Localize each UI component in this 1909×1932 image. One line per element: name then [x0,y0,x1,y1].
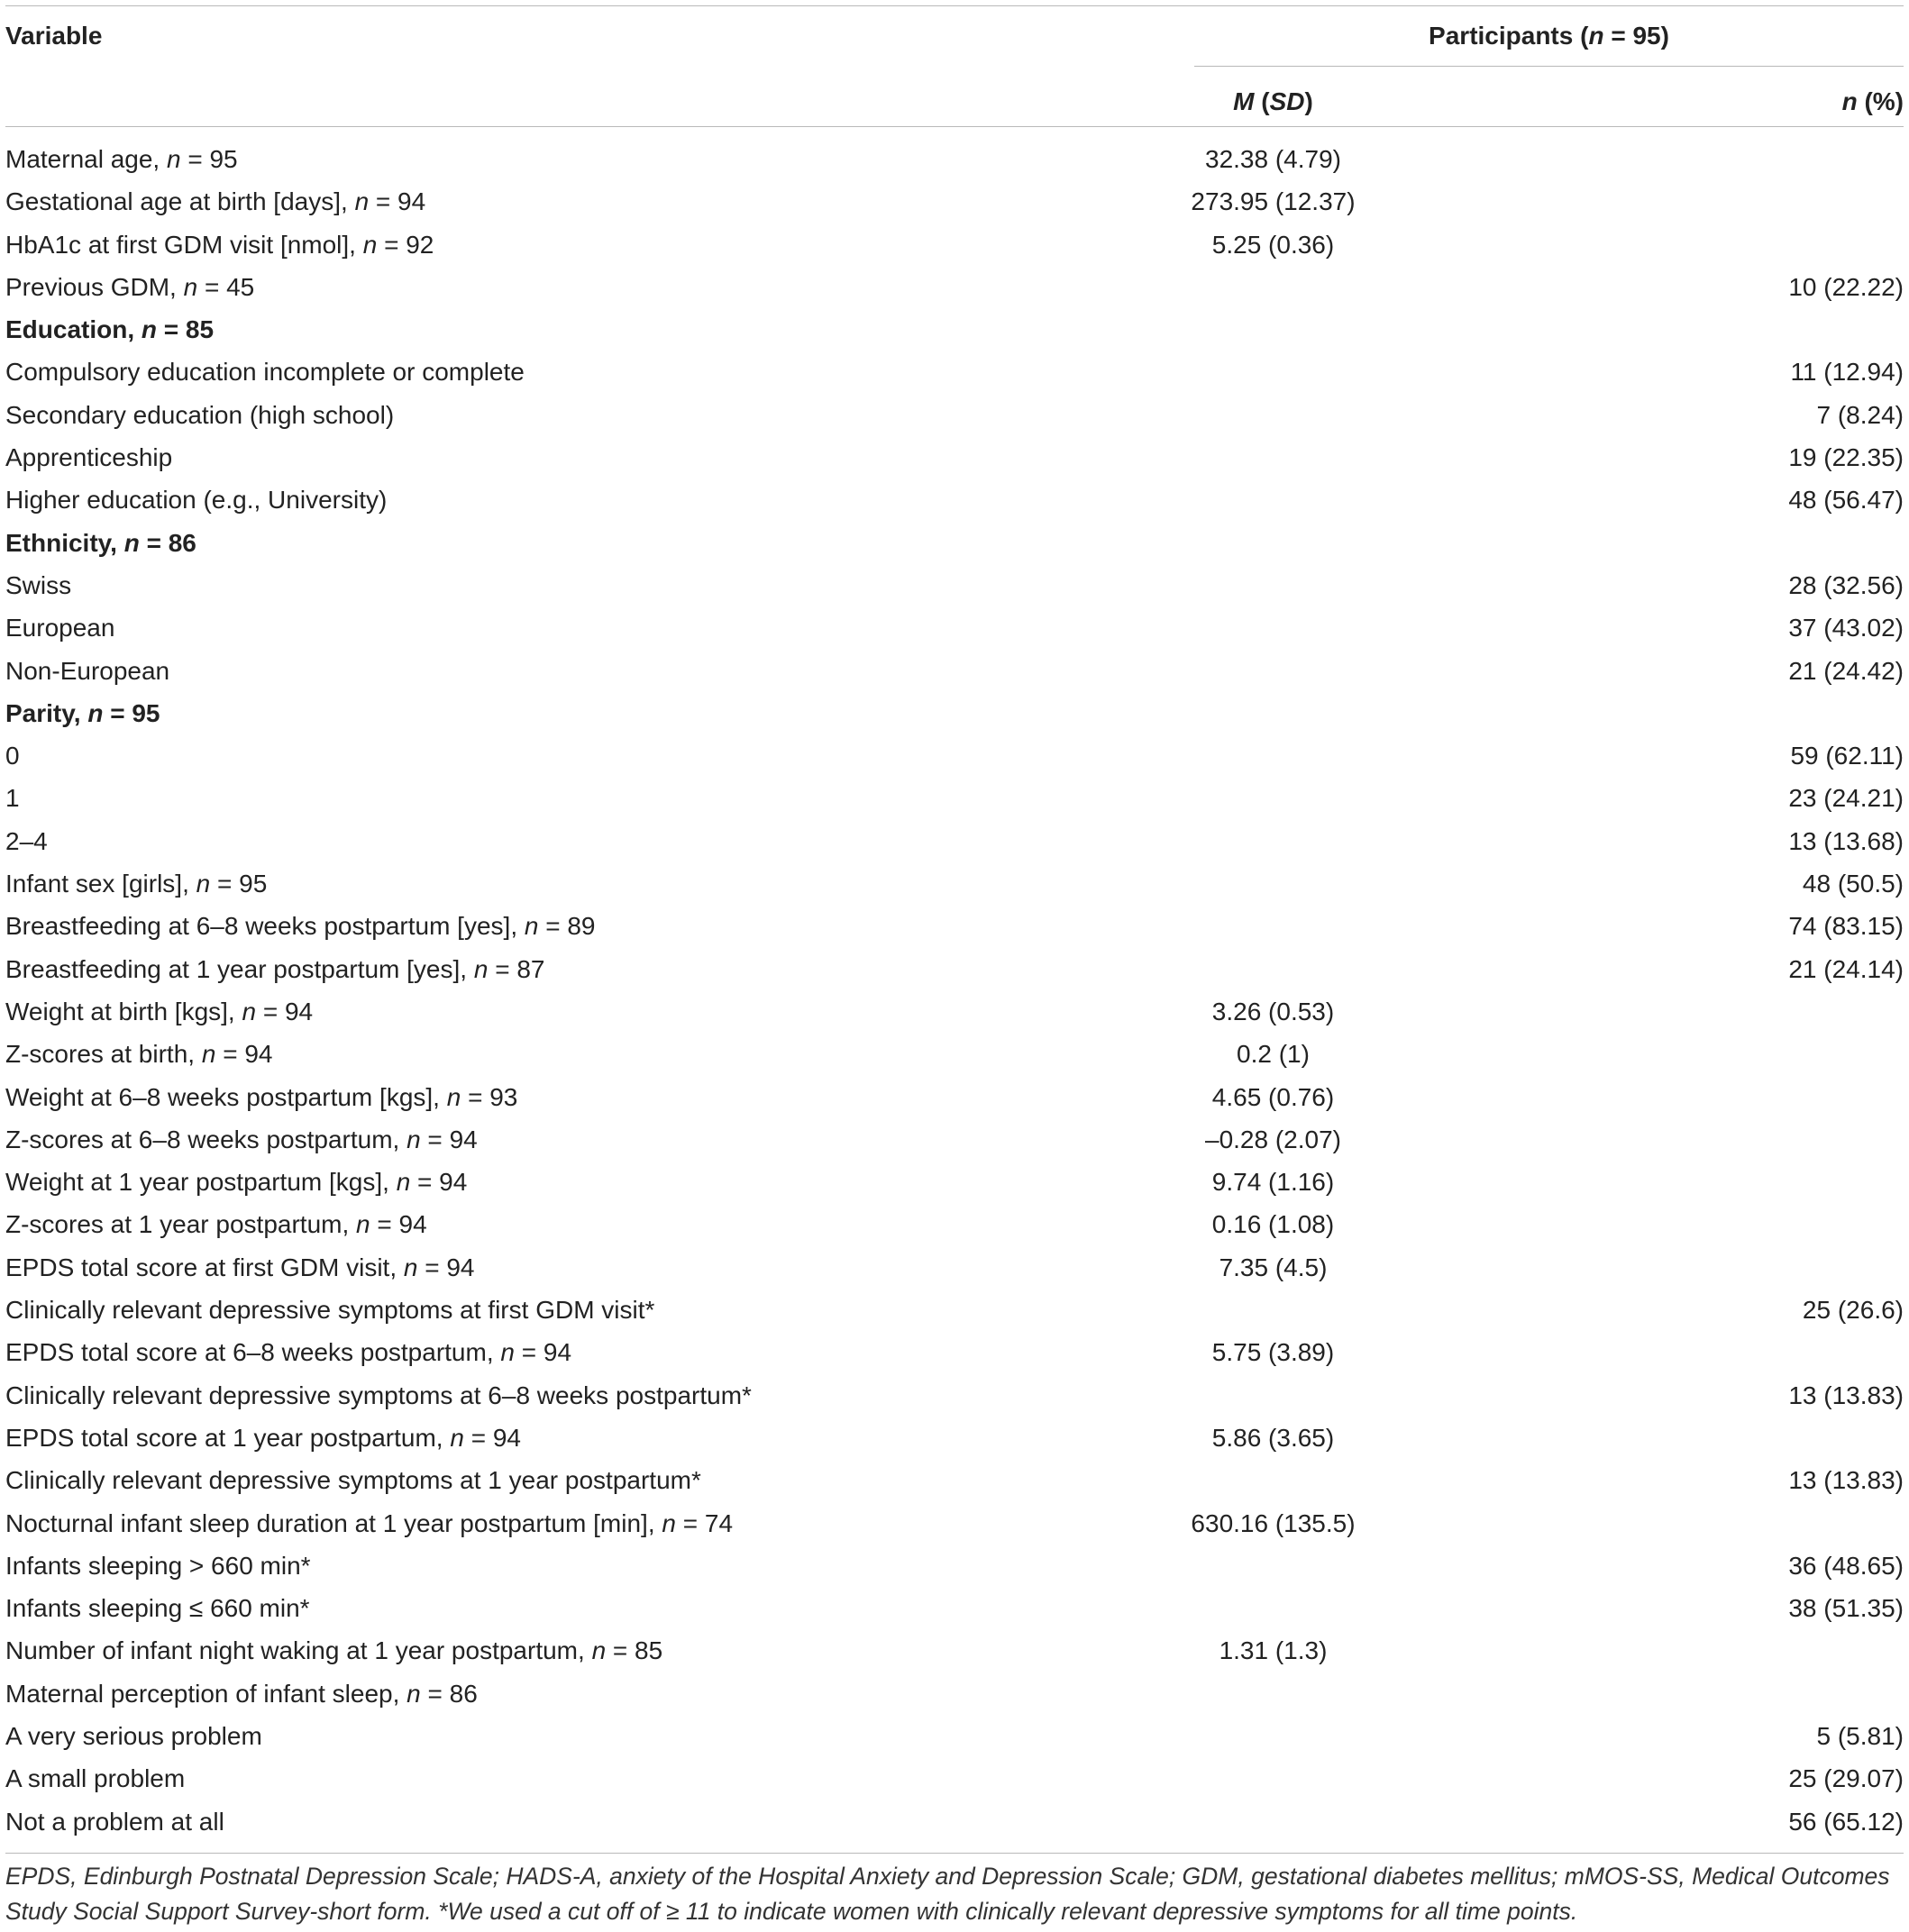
variable-sample-size: = 94 [463,1423,521,1452]
table-section-row [0,525,1909,568]
table-row [0,1804,1909,1846]
variable-cell [5,397,394,433]
table-footnote: EPDS, Edinburgh Postnatal Depression Scale; HADS-A, anxiety of the Hospital Anxiety and Depression Scale; GDM, gestational diabetes mellitus; mMOS-SS, Medical Outcomes Study Social Support Survey-short form. *We used a cut off of ≥ 11 to indicate women with clinically relevant depressive symptoms for all time points. [5,1863,1890,1925]
column-header-participants [1194,18,1904,54]
variable-sample-n: n [242,997,257,1025]
variable-cell [5,1506,733,1542]
variable-label: Previous GDM, [5,272,184,301]
variable-label: Infants sleeping > 660 min* [5,1551,311,1580]
variable-sample-size: = 74 [675,1508,734,1537]
variable-cell [5,1548,311,1584]
variable-sample-n: n [406,1679,421,1708]
n-percent-cell: 25 (26.6) [1802,1296,1904,1325]
variable-cell [5,354,525,390]
variable-cell [5,1590,310,1627]
table-row [0,1036,1909,1079]
mean-sd-cell: 9.74 (1.16) [1211,1168,1335,1197]
table-row [0,866,1909,908]
table-row [0,184,1909,226]
variable-cell [5,568,71,604]
mean-sd-cell: 5.75 (3.89) [1211,1338,1335,1367]
variable-cell [5,227,434,263]
table-row [0,1548,1909,1590]
n-percent-cell: 13 (13.68) [1788,826,1904,855]
table-row [0,397,1909,440]
variable-label: A small problem [5,1764,186,1793]
variable-sample-n: n [591,1636,607,1665]
n-percent-cell: 25 (29.07) [1788,1764,1904,1793]
variable-cell [5,653,169,689]
variable-sample-size: = 94 [417,1253,475,1281]
variable-label: Secondary education (high school) [5,400,395,429]
variable-sample-n: n [662,1508,676,1537]
variable-label: Weight at birth [kgs], [5,997,242,1025]
variable-cell [5,866,267,902]
variable-cell [5,440,172,476]
variable-sample-size: = 94 [256,997,314,1025]
mean-sd-cell: 273.95 (12.37) [1191,187,1356,216]
variable-sample-size: = 95 [180,145,238,173]
mean-sd-cell: 7.35 (4.5) [1219,1253,1328,1281]
table-row [0,1164,1909,1207]
table-row [0,482,1909,524]
header-m: M [1233,87,1255,115]
variable-label: Number of infant night waking at 1 year postpartum, [5,1636,592,1665]
variable-label: Gestational age at birth [days], [5,187,355,216]
table-section-row [0,312,1909,354]
variable-cell [5,610,114,646]
variable-sample-n: n [396,1168,411,1197]
variable-cell [5,525,196,561]
table-row [0,269,1909,312]
variable-sample-size: = 94 [410,1168,468,1197]
variable-label: European [5,614,115,642]
table-row [0,1676,1909,1718]
variable-cell [5,1207,427,1243]
variable-label: EPDS total score at first GDM visit, [5,1253,404,1281]
variable-sample-n: n [500,1338,515,1367]
variable-label: EPDS total score at 1 year postpartum, [5,1423,451,1452]
variable-sample-size: = 95 [103,698,160,727]
table-row [0,1420,1909,1463]
variable-label: Clinically relevant depressive symptoms at 1 year postpartum* [5,1466,701,1495]
variable-label: HbA1c at first GDM visit [nmol], [5,230,363,259]
n-percent-cell: 19 (22.35) [1788,443,1904,472]
table-body [0,141,1909,1846]
variable-label: Apprenticeship [5,443,173,472]
variable-cell [5,1804,224,1840]
table-row [0,653,1909,696]
header-bottom-rule [5,126,1904,127]
table-row [0,1122,1909,1164]
variable-sample-size: = 92 [377,230,434,259]
participants-n: n [1588,22,1604,50]
variable-cell [5,1250,475,1286]
variable-sample-size: = 45 [197,272,255,301]
variable-cell [5,312,214,348]
mean-sd-cell: 0.16 (1.08) [1211,1210,1335,1239]
variable-sample-size: = 94 [215,1040,273,1069]
variable-cell [5,1122,478,1158]
variable-cell [5,1292,654,1328]
variable-cell [5,269,254,305]
n-percent-cell: 56 (65.12) [1788,1807,1904,1836]
variable-sample-n: n [354,187,370,216]
mean-sd-cell: 5.25 (0.36) [1211,230,1335,259]
variable-cell [5,1761,185,1797]
n-percent-cell: 38 (51.35) [1788,1594,1904,1623]
variable-label: 1 [5,784,20,813]
table-row [0,568,1909,610]
mean-sd-cell: 4.65 (0.76) [1211,1082,1335,1111]
variable-sample-n: n [473,954,489,983]
variable-cell [5,696,160,732]
mean-sd-cell: 630.16 (135.5) [1191,1508,1356,1537]
variable-cell [5,824,48,860]
variable-sample-n: n [87,698,104,727]
n-percent-cell: 37 (43.02) [1788,614,1904,642]
variable-label: Higher education (e.g., University) [5,486,388,515]
variable-label: EPDS total score at 6–8 weeks postpartum, [5,1338,501,1367]
variable-label: Weight at 1 year postpartum [kgs], [5,1168,397,1197]
mean-sd-cell: 32.38 (4.79) [1205,145,1341,173]
variable-sample-n: n [356,1210,370,1239]
n-percent-cell: 74 (83.15) [1788,912,1904,941]
header-n: n [1841,87,1858,115]
variable-sample-n: n [141,315,158,344]
variable-cell [5,1633,662,1669]
mean-sd-cell: 1.31 (1.3) [1219,1636,1328,1665]
variable-label: Maternal perception of infant sleep, [5,1679,407,1708]
variable-sample-n: n [403,1253,418,1281]
variable-label: Infant sex [girls], [5,870,196,898]
variable-sample-size: = 85 [606,1636,663,1665]
variable-label: A very serious problem [5,1721,262,1750]
variable-cell [5,738,20,774]
variable-cell [5,1378,752,1414]
variable-label: Infants sleeping ≤ 660 min* [5,1594,310,1623]
n-percent-cell: 48 (56.47) [1788,486,1904,515]
column-header-mean-sd: M (SD) [1233,87,1313,115]
variable-label: Education, [5,315,142,344]
table-row [0,1080,1909,1122]
variable-cell [5,1036,272,1072]
variable-sample-n: n [446,1082,461,1111]
table-row [0,610,1909,652]
variable-label: Nocturnal infant sleep duration at 1 year postpartum [min], [5,1508,662,1537]
mean-sd-cell: 5.86 (3.65) [1211,1423,1335,1452]
n-percent-cell: 10 (22.22) [1788,272,1904,301]
variable-label: Compulsory education incomplete or complete [5,358,525,387]
table-row [0,1633,1909,1675]
variable-cell [5,1420,521,1456]
variable-label: 0 [5,742,20,770]
table-section-row [0,696,1909,738]
variable-cell [5,908,596,944]
variable-cell [5,1718,262,1754]
table-row [0,824,1909,866]
variable-label: Z-scores at birth, [5,1040,202,1069]
variable-cell [5,1164,467,1200]
table-row [0,1590,1909,1633]
n-percent-cell: 48 (50.5) [1802,870,1904,898]
variable-cell [5,1080,517,1116]
variable-sample-n: n [123,528,140,557]
table-row [0,952,1909,994]
n-percent-cell: 21 (24.42) [1788,656,1904,685]
table-row [0,994,1909,1036]
variable-sample-size: = 94 [420,1125,478,1153]
variable-label: Breastfeeding at 6–8 weeks postpartum [yes], [5,912,525,941]
variable-label: Ethnicity, [5,528,124,557]
variable-sample-n: n [362,230,378,259]
n-percent-cell: 5 (5.81) [1816,1721,1904,1750]
table-row [0,908,1909,951]
table-row [0,1506,1909,1548]
n-percent-cell: 36 (48.65) [1788,1551,1904,1580]
table-bottom-rule [5,1853,1904,1854]
participants-rule [1194,66,1904,67]
variable-label: Swiss [5,570,72,599]
n-percent-cell: 11 (12.94) [1790,358,1904,387]
table-row [0,1718,1909,1761]
n-percent-cell: 21 (24.14) [1788,954,1904,983]
table-row [0,1292,1909,1335]
variable-sample-size: = 94 [369,187,426,216]
variable-cell [5,482,387,518]
variable-sample-size: = 86 [139,528,196,557]
n-percent-cell: 23 (24.21) [1788,784,1904,813]
variable-sample-size: = 89 [538,912,596,941]
table-row [0,780,1909,823]
variable-cell [5,952,544,988]
header-percent: (%) [1857,87,1904,115]
participants-prefix: Participants ( [1429,22,1589,50]
table-row [0,1250,1909,1292]
variable-sample-n: n [406,1125,421,1153]
table-row [0,1378,1909,1420]
variable-sample-size: = 94 [514,1338,572,1367]
variable-sample-n: n [183,272,198,301]
variable-sample-size: = 85 [157,315,215,344]
table-top-rule [5,5,1904,6]
n-percent-cell: 28 (32.56) [1788,570,1904,599]
n-percent-cell: 7 (8.24) [1816,400,1904,429]
variable-label: Clinically relevant depressive symptoms at 6–8 weeks postpartum* [5,1381,752,1409]
variable-label: Not a problem at all [5,1807,224,1836]
variable-cell [5,1463,701,1499]
variable-cell [5,1335,571,1371]
table-row [0,141,1909,184]
table-row [0,354,1909,396]
variable-label: Weight at 6–8 weeks postpartum [kgs], [5,1082,447,1111]
variable-label: Z-scores at 1 year postpartum, [5,1210,357,1239]
table-row [0,1335,1909,1377]
table-row [0,440,1909,482]
mean-sd-cell: –0.28 (2.07) [1205,1125,1341,1153]
variable-sample-n: n [524,912,539,941]
participants-suffix: = 95) [1603,22,1669,50]
column-header-variable: Variable [5,22,103,50]
variable-label: Clinically relevant depressive symptoms at first GDM visit* [5,1296,655,1325]
variable-sample-n: n [201,1040,216,1069]
variable-label: Parity, [5,698,88,727]
mean-sd-cell: 3.26 (0.53) [1211,997,1335,1025]
table-row [0,1761,1909,1803]
variable-label: Maternal age, [5,145,167,173]
variable-sample-n: n [196,870,211,898]
column-header-n-percent [1842,84,1904,120]
table-row [0,738,1909,780]
n-percent-cell: 13 (13.83) [1788,1381,1904,1409]
mean-sd-cell: 0.2 (1) [1237,1040,1310,1069]
variable-label: Z-scores at 6–8 weeks postpartum, [5,1125,407,1153]
variable-sample-size: = 94 [370,1210,427,1239]
variable-sample-n: n [167,145,181,173]
variable-cell [5,184,425,220]
n-percent-cell: 13 (13.83) [1788,1466,1904,1495]
variable-cell [5,141,238,178]
variable-sample-size: = 93 [461,1082,518,1111]
variable-label: 2–4 [5,826,48,855]
variable-cell [5,994,313,1030]
header-sd: SD [1269,87,1305,115]
variable-sample-size: = 95 [210,870,268,898]
variable-label: Non-European [5,656,170,685]
table-row [0,1463,1909,1505]
variable-label: Breastfeeding at 1 year postpartum [yes], [5,954,474,983]
table-row [0,227,1909,269]
variable-sample-n: n [450,1423,464,1452]
n-percent-cell: 59 (62.11) [1790,742,1904,770]
variable-cell [5,1676,478,1712]
table-row [0,1207,1909,1249]
variable-sample-size: = 86 [420,1679,478,1708]
variable-sample-size: = 87 [488,954,545,983]
variable-cell [5,780,20,816]
